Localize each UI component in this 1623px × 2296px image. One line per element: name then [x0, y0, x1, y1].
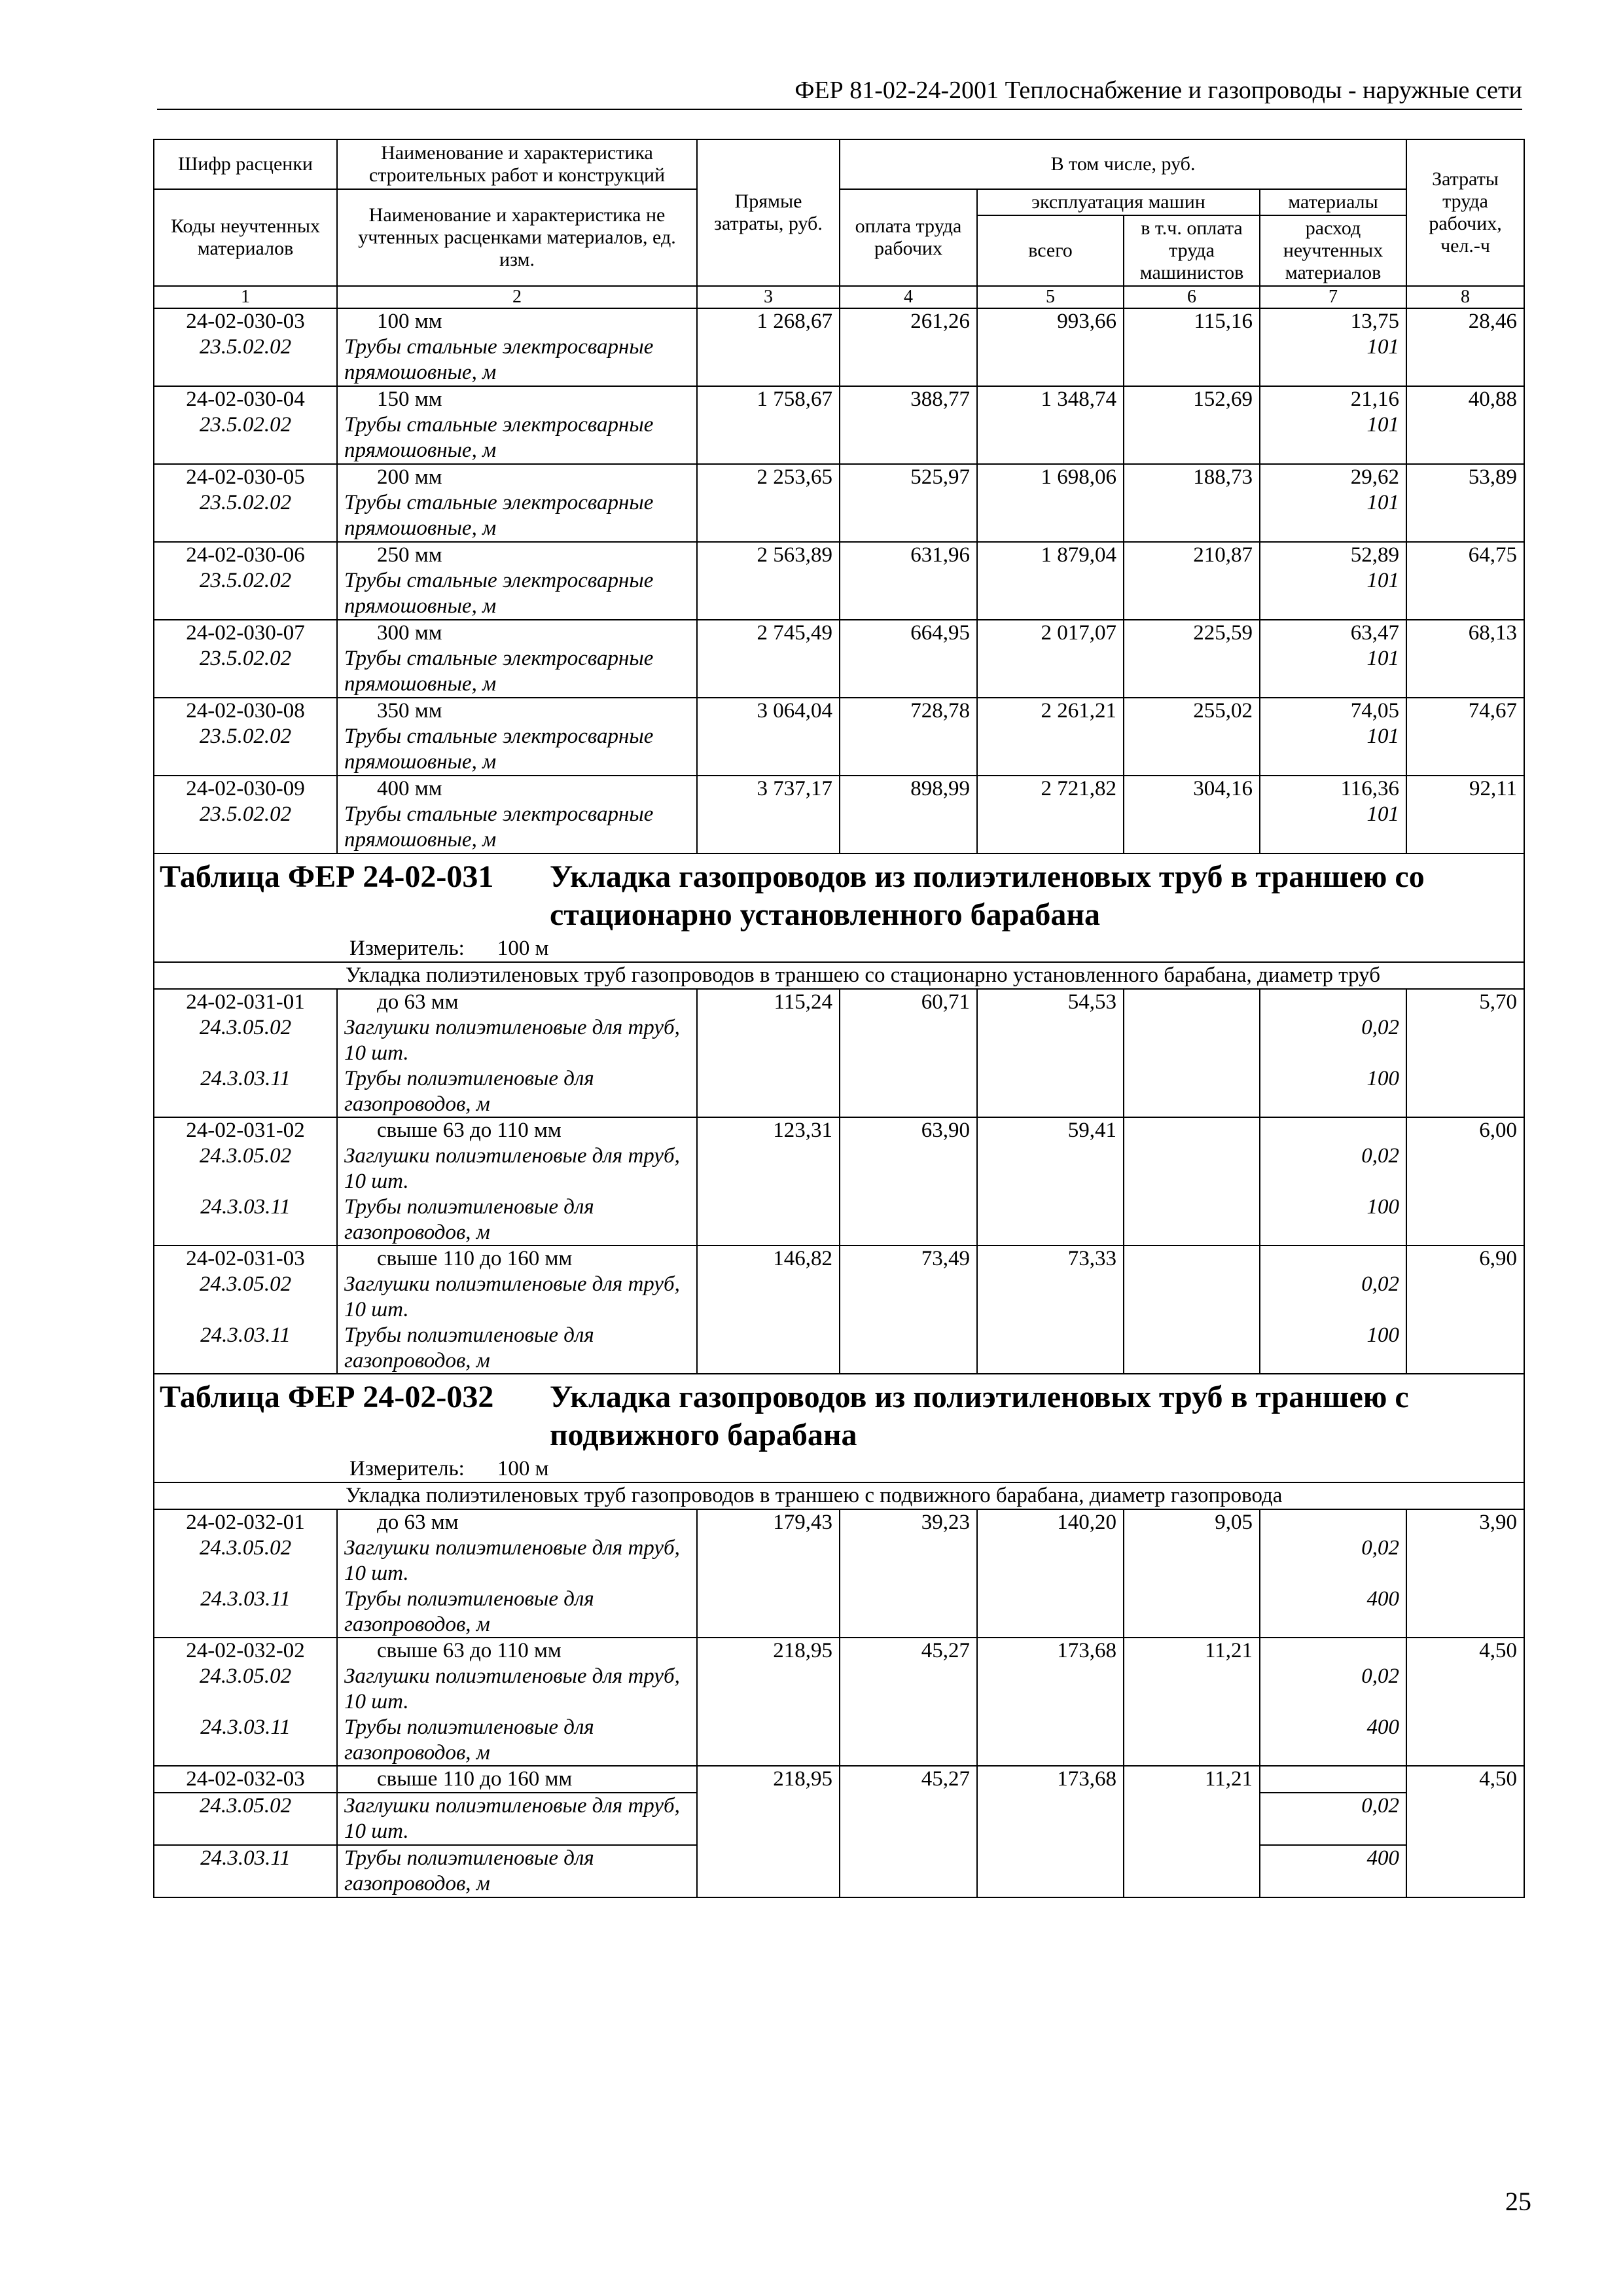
rates-table	[153, 139, 1525, 1898]
labor-hours: 53,89	[1406, 464, 1524, 542]
rate-name: 350 мм	[337, 698, 697, 724]
labor-pay: 45,27	[840, 1766, 977, 1897]
rate-row	[154, 1638, 1524, 1664]
machines-pay	[1124, 1117, 1260, 1246]
material-code: 24.3.03.11	[154, 1066, 337, 1117]
machines-total: 140,20	[977, 1509, 1124, 1638]
machines-pay: 152,69	[1124, 386, 1260, 464]
material-code: 24.3.03.11	[154, 1715, 337, 1766]
header-machines-total: всего	[977, 215, 1124, 286]
material-name: Трубы стальные электросварные прямошовные, м	[337, 334, 697, 386]
material-name: Трубы полиэтиленовые для газопроводов, м	[337, 1323, 697, 1374]
material-qty: 101	[1260, 412, 1406, 464]
column-number: 4	[840, 286, 977, 308]
material-qty: 0,02	[1260, 1664, 1406, 1715]
material-code: 24.3.05.02	[154, 1793, 337, 1845]
materials-cost: 13,75	[1260, 308, 1406, 334]
column-number: 5	[977, 286, 1124, 308]
material-code: 23.5.02.02	[154, 802, 337, 853]
machines-total: 73,33	[977, 1246, 1124, 1374]
material-code: 24.3.05.02	[154, 1664, 337, 1715]
material-name: Трубы стальные электросварные прямошовные, м	[337, 802, 697, 853]
material-code: 23.5.02.02	[154, 646, 337, 698]
material-qty: 0,02	[1260, 1272, 1406, 1323]
machines-pay: 255,02	[1124, 698, 1260, 776]
material-qty: 400	[1260, 1587, 1406, 1638]
rate-row	[154, 620, 1524, 646]
materials-cost: 29,62	[1260, 464, 1406, 490]
rate-row	[154, 1509, 1524, 1535]
labor-pay: 45,27	[840, 1638, 977, 1766]
direct-cost: 3 064,04	[697, 698, 840, 776]
rate-code: 24-02-031-02	[154, 1117, 337, 1143]
material-name: Трубы полиэтиленовые для газопроводов, м	[337, 1715, 697, 1766]
table-heading	[160, 1378, 1517, 1454]
rate-row	[154, 1246, 1524, 1272]
table-label: Таблица ФЕР 24-02-032	[160, 1380, 494, 1414]
material-name: Трубы стальные электросварные прямошовные, м	[337, 646, 697, 698]
material-name: Заглушки полиэтиленовые для труб, 10 шт.	[337, 1015, 697, 1066]
column-number-row	[154, 286, 1524, 308]
labor-hours: 3,90	[1406, 1509, 1524, 1638]
direct-cost: 179,43	[697, 1509, 840, 1638]
labor-hours: 6,00	[1406, 1117, 1524, 1246]
machines-total: 2 261,21	[977, 698, 1124, 776]
material-code: 23.5.02.02	[154, 724, 337, 776]
rate-name: свыше 110 до 160 мм	[337, 1246, 697, 1272]
material-code: 24.3.05.02	[154, 1015, 337, 1066]
page-number: 25	[1505, 2187, 1531, 2216]
labor-pay: 525,97	[840, 464, 977, 542]
rate-code: 24-02-031-01	[154, 989, 337, 1015]
measure	[160, 935, 1517, 961]
material-name: Трубы стальные электросварные прямошовные, м	[337, 568, 697, 620]
machines-pay: 9,05	[1124, 1509, 1260, 1638]
material-code: 24.3.05.02	[154, 1143, 337, 1194]
direct-cost: 123,31	[697, 1117, 840, 1246]
rate-code: 24-02-032-02	[154, 1638, 337, 1664]
column-number: 2	[337, 286, 697, 308]
material-code: 24.3.03.11	[154, 1194, 337, 1246]
machines-pay: 188,73	[1124, 464, 1260, 542]
machines-pay: 11,21	[1124, 1638, 1260, 1766]
direct-cost: 3 737,17	[697, 776, 840, 853]
machines-pay: 225,59	[1124, 620, 1260, 698]
direct-cost: 146,82	[697, 1246, 840, 1374]
rate-code: 24-02-030-03	[154, 308, 337, 334]
direct-cost: 218,95	[697, 1638, 840, 1766]
description-row	[154, 1482, 1524, 1509]
labor-pay: 898,99	[840, 776, 977, 853]
rate-row	[154, 542, 1524, 568]
material-name: Заглушки полиэтиленовые для труб, 10 шт.	[337, 1535, 697, 1587]
table-heading-text: Укладка газопроводов из полиэтиленовых труб в траншею со стационарно установленного барабана	[550, 859, 1425, 932]
labor-hours: 6,90	[1406, 1246, 1524, 1374]
material-code: 23.5.02.02	[154, 490, 337, 542]
header-name-top: Наименование и характеристика строительных работ и конструкций	[337, 139, 697, 189]
material-qty: 100	[1260, 1066, 1406, 1117]
table-title-row	[154, 1374, 1524, 1482]
rate-name: свыше 63 до 110 мм	[337, 1117, 697, 1143]
page-header: ФЕР 81-02-24-2001 Теплоснабжение и газопроводы - наружные сети	[157, 76, 1522, 110]
material-code: 24.3.03.11	[154, 1323, 337, 1374]
rate-code: 24-02-030-07	[154, 620, 337, 646]
material-code: 24.3.03.11	[154, 1587, 337, 1638]
labor-hours: 4,50	[1406, 1638, 1524, 1766]
direct-cost: 115,24	[697, 989, 840, 1117]
measure-value: 100 м	[497, 1457, 549, 1480]
table-title-row	[154, 853, 1524, 962]
header-code-bottom: Коды неучтенных материалов	[154, 189, 337, 286]
column-number: 6	[1124, 286, 1260, 308]
materials-cost	[1260, 1117, 1406, 1143]
rate-name: 250 мм	[337, 542, 697, 568]
material-qty: 400	[1260, 1845, 1406, 1897]
direct-cost: 2 563,89	[697, 542, 840, 620]
table-heading	[160, 858, 1517, 934]
material-name: Заглушки полиэтиленовые для труб, 10 шт.	[337, 1143, 697, 1194]
material-code: 23.5.02.02	[154, 568, 337, 620]
material-qty: 0,02	[1260, 1015, 1406, 1066]
material-qty: 100	[1260, 1323, 1406, 1374]
labor-pay: 261,26	[840, 308, 977, 386]
column-number: 1	[154, 286, 337, 308]
rate-row	[154, 308, 1524, 334]
material-qty: 100	[1260, 1194, 1406, 1246]
table-title	[154, 1374, 1524, 1482]
material-qty: 0,02	[1260, 1535, 1406, 1587]
labor-pay: 388,77	[840, 386, 977, 464]
material-name: Трубы стальные электросварные прямошовные, м	[337, 490, 697, 542]
labor-hours: 4,50	[1406, 1766, 1524, 1897]
measure-label: Измеритель:	[349, 937, 465, 960]
material-name: Трубы полиэтиленовые для газопроводов, м	[337, 1066, 697, 1117]
rate-code: 24-02-030-08	[154, 698, 337, 724]
labor-hours: 74,67	[1406, 698, 1524, 776]
material-name: Трубы полиэтиленовые для газопроводов, м	[337, 1194, 697, 1246]
material-name: Трубы полиэтиленовые для газопроводов, м	[337, 1587, 697, 1638]
material-qty: 0,02	[1260, 1793, 1406, 1845]
measure-label: Измеритель:	[349, 1457, 465, 1480]
table-description: Укладка полиэтиленовых труб газопроводов в траншею с подвижного барабана, диаметр газопровода	[154, 1482, 1524, 1509]
machines-total: 993,66	[977, 308, 1124, 386]
material-qty: 0,02	[1260, 1143, 1406, 1194]
column-number: 7	[1260, 286, 1406, 308]
rate-code: 24-02-032-03	[154, 1766, 337, 1793]
header-direct: Прямые затраты, руб.	[697, 139, 840, 286]
material-qty: 101	[1260, 802, 1406, 853]
material-name: Трубы стальные электросварные прямошовные, м	[337, 724, 697, 776]
header-name-bottom: Наименование и характеристика не учтенных расценками материалов, ед. изм.	[337, 189, 697, 286]
labor-hours: 40,88	[1406, 386, 1524, 464]
rate-name: 200 мм	[337, 464, 697, 490]
rate-code: 24-02-030-04	[154, 386, 337, 412]
rate-name: свыше 110 до 160 мм	[337, 1766, 697, 1793]
rate-row	[154, 464, 1524, 490]
rate-row	[154, 386, 1524, 412]
rate-row	[154, 776, 1524, 802]
measure-value: 100 м	[497, 937, 549, 960]
labor-hours: 92,11	[1406, 776, 1524, 853]
material-qty: 101	[1260, 568, 1406, 620]
machines-total: 173,68	[977, 1638, 1124, 1766]
rate-name: до 63 мм	[337, 989, 697, 1015]
machines-pay: 304,16	[1124, 776, 1260, 853]
rate-code: 24-02-032-01	[154, 1509, 337, 1535]
table-heading-text: Укладка газопроводов из полиэтиленовых труб в траншею с подвижного барабана	[550, 1380, 1409, 1452]
header-row	[154, 139, 1524, 189]
labor-pay: 664,95	[840, 620, 977, 698]
machines-total: 2 017,07	[977, 620, 1124, 698]
material-qty: 101	[1260, 646, 1406, 698]
material-qty: 101	[1260, 724, 1406, 776]
materials-cost	[1260, 1638, 1406, 1664]
material-qty: 101	[1260, 334, 1406, 386]
header-labor-pay: оплата труда рабочих	[840, 189, 977, 286]
machines-pay	[1124, 989, 1260, 1117]
machines-total: 173,68	[977, 1766, 1124, 1897]
rate-row	[154, 1766, 1524, 1793]
machines-total: 59,41	[977, 1117, 1124, 1246]
table-title	[154, 853, 1524, 962]
materials-cost: 21,16	[1260, 386, 1406, 412]
machines-pay	[1124, 1246, 1260, 1374]
rate-name: 150 мм	[337, 386, 697, 412]
header-machines: эксплуатация машин	[977, 189, 1260, 215]
labor-hours: 28,46	[1406, 308, 1524, 386]
rate-code: 24-02-030-09	[154, 776, 337, 802]
labor-pay: 60,71	[840, 989, 977, 1117]
material-code: 23.5.02.02	[154, 412, 337, 464]
materials-cost: 63,47	[1260, 620, 1406, 646]
material-qty: 101	[1260, 490, 1406, 542]
rate-code: 24-02-030-06	[154, 542, 337, 568]
rate-code: 24-02-031-03	[154, 1246, 337, 1272]
labor-hours: 5,70	[1406, 989, 1524, 1117]
labor-pay: 631,96	[840, 542, 977, 620]
measure	[160, 1456, 1517, 1482]
header-materials: материалы	[1260, 189, 1406, 215]
labor-pay: 63,90	[840, 1117, 977, 1246]
labor-pay: 39,23	[840, 1509, 977, 1638]
direct-cost: 2 253,65	[697, 464, 840, 542]
material-qty: 400	[1260, 1715, 1406, 1766]
header-materials-use: расход неучтенных материалов	[1260, 215, 1406, 286]
rate-name: до 63 мм	[337, 1509, 697, 1535]
table-description: Укладка полиэтиленовых труб газопроводов в траншею со стационарно установленного барабана, диаметр труб	[154, 962, 1524, 989]
machines-total: 1 879,04	[977, 542, 1124, 620]
machines-pay: 11,21	[1124, 1766, 1260, 1897]
rate-name: 300 мм	[337, 620, 697, 646]
material-name: Заглушки полиэтиленовые для труб, 10 шт.	[337, 1272, 697, 1323]
direct-cost: 2 745,49	[697, 620, 840, 698]
header-incl: В том числе, руб.	[840, 139, 1406, 189]
rate-name: свыше 63 до 110 мм	[337, 1638, 697, 1664]
rate-row	[154, 698, 1524, 724]
rate-name: 400 мм	[337, 776, 697, 802]
rate-code: 24-02-030-05	[154, 464, 337, 490]
header-code-top: Шифр расценки	[154, 139, 337, 189]
material-name: Заглушки полиэтиленовые для труб, 10 шт.	[337, 1793, 697, 1845]
table-label: Таблица ФЕР 24-02-031	[160, 859, 494, 894]
rate-name: 100 мм	[337, 308, 697, 334]
machines-pay: 115,16	[1124, 308, 1260, 386]
column-number: 8	[1406, 286, 1524, 308]
rate-row	[154, 989, 1524, 1015]
materials-cost: 116,36	[1260, 776, 1406, 802]
materials-cost: 52,89	[1260, 542, 1406, 568]
material-name: Трубы стальные электросварные прямошовные, м	[337, 412, 697, 464]
labor-pay: 728,78	[840, 698, 977, 776]
header-row	[154, 189, 1524, 215]
machines-total: 1 698,06	[977, 464, 1124, 542]
column-number: 3	[697, 286, 840, 308]
material-code: 23.5.02.02	[154, 334, 337, 386]
labor-pay: 73,49	[840, 1246, 977, 1374]
direct-cost: 1 758,67	[697, 386, 840, 464]
description-row	[154, 962, 1524, 989]
material-code: 24.3.05.02	[154, 1535, 337, 1587]
material-code: 24.3.03.11	[154, 1845, 337, 1897]
materials-cost	[1260, 1766, 1406, 1793]
materials-cost	[1260, 989, 1406, 1015]
materials-cost	[1260, 1246, 1406, 1272]
material-name: Заглушки полиэтиленовые для труб, 10 шт.	[337, 1664, 697, 1715]
header-labor: Затраты труда рабочих, чел.-ч	[1406, 139, 1524, 286]
rate-row	[154, 1117, 1524, 1143]
machines-pay: 210,87	[1124, 542, 1260, 620]
machines-total: 54,53	[977, 989, 1124, 1117]
labor-hours: 68,13	[1406, 620, 1524, 698]
machines-total: 1 348,74	[977, 386, 1124, 464]
material-name: Трубы полиэтиленовые для газопроводов, м	[337, 1845, 697, 1897]
direct-cost: 1 268,67	[697, 308, 840, 386]
materials-cost: 74,05	[1260, 698, 1406, 724]
material-code: 24.3.05.02	[154, 1272, 337, 1323]
table-body	[154, 139, 1524, 1897]
labor-hours: 64,75	[1406, 542, 1524, 620]
machines-total: 2 721,82	[977, 776, 1124, 853]
direct-cost: 218,95	[697, 1766, 840, 1897]
header-machines-pay: в т.ч. оплата труда машинистов	[1124, 215, 1260, 286]
materials-cost	[1260, 1509, 1406, 1535]
